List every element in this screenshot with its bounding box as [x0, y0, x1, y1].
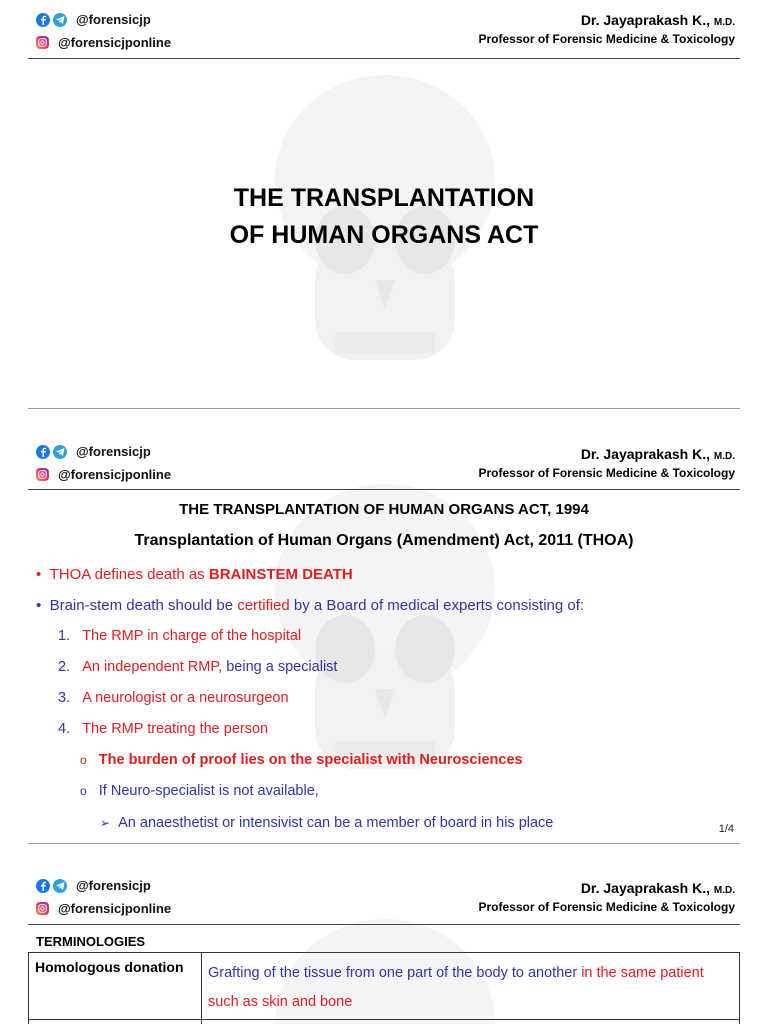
board-member-3: 3. A neurologist or a neurosurgeon	[58, 690, 289, 706]
telegram-icon[interactable]	[53, 879, 67, 893]
table-row	[29, 953, 740, 1020]
slide-3	[0, 844, 768, 1024]
table-row	[29, 1020, 740, 1024]
header-rule	[28, 58, 740, 59]
brainstem-death-text: BRAINSTEM DEATH	[208, 566, 353, 583]
instagram-icon[interactable]	[36, 902, 49, 915]
header-rule	[28, 924, 740, 925]
neuro-unavailable-note: o If Neuro-specialist is not available,	[80, 783, 319, 799]
telegram-icon[interactable]	[53, 13, 67, 27]
slide-1	[0, 0, 768, 408]
social-handles	[36, 442, 171, 484]
author-name: Dr. Jayaprakash K.,	[580, 446, 710, 462]
author-name: Dr. Jayaprakash K.,	[580, 12, 710, 28]
act-heading: THE TRANSPLANTATION OF HUMAN ORGANS ACT, 1994	[179, 501, 589, 518]
title-line-1: THE TRANSPLANTATION	[233, 184, 535, 212]
handle-facebook-telegram[interactable]: @forensicjp	[76, 878, 151, 893]
title-line-2: OF HUMAN ORGANS ACT	[229, 221, 539, 249]
social-handles	[36, 10, 171, 52]
bullet-death-definition: • THOA defines death as BRAINSTEM DEATH	[36, 566, 353, 583]
term-cell: Homologous donation	[29, 953, 202, 1020]
author-block	[479, 446, 736, 480]
page-number: 1/4	[718, 823, 734, 835]
author-title: Professor of Forensic Medicine & Toxicology	[478, 900, 735, 914]
handle-instagram[interactable]: @forensicjponline	[58, 901, 172, 916]
instagram-icon[interactable]	[36, 468, 49, 481]
social-handles	[36, 876, 171, 918]
handle-instagram[interactable]: @forensicjponline	[58, 35, 172, 50]
telegram-icon[interactable]	[53, 445, 67, 459]
facebook-icon[interactable]	[36, 13, 50, 27]
instagram-icon[interactable]	[36, 36, 49, 49]
author-name: Dr. Jayaprakash K.,	[580, 880, 710, 896]
slide-2	[0, 409, 768, 843]
header-rule	[28, 489, 740, 490]
board-member-1: 1. The RMP in charge of the hospital	[58, 628, 302, 644]
burden-of-proof-note: o The burden of proof lies on the specialist with Neurosciences	[80, 752, 523, 768]
amendment-heading: Transplantation of Human Organs (Amendment) Act, 2011 (THOA)	[134, 532, 634, 549]
author-degree: M.D.	[713, 17, 735, 28]
author-title: Professor of Forensic Medicine & Toxicology	[478, 32, 735, 46]
definition-cell: Grafting of the tissue from one part of the body to another in the same patient such as skin and bone	[202, 953, 740, 1020]
facebook-icon[interactable]	[36, 445, 50, 459]
facebook-icon[interactable]	[36, 879, 50, 893]
author-degree: M.D.	[713, 885, 735, 896]
terminology-table	[28, 952, 740, 1024]
anaesthetist-note: ➢ An anaesthetist or intensivist can be a member of board in his place	[100, 815, 554, 831]
bullet-board-certification: • Brain-stem death should be certified by a Board of medical experts consisting of:	[36, 597, 585, 614]
handle-facebook-telegram[interactable]: @forensicjp	[76, 12, 151, 27]
author-block	[479, 12, 736, 46]
board-member-4: 4. The RMP treating the person	[58, 721, 269, 737]
handle-facebook-telegram[interactable]: @forensicjp	[76, 444, 151, 459]
board-member-2: 2. An independent RMP, being a specialist	[58, 659, 338, 675]
author-degree: M.D.	[713, 451, 735, 462]
author-title: Professor of Forensic Medicine & Toxicology	[478, 466, 735, 480]
handle-instagram[interactable]: @forensicjponline	[58, 467, 172, 482]
author-block	[479, 880, 736, 914]
page-title	[0, 180, 768, 254]
terminologies-heading: TERMINOLOGIES	[36, 934, 146, 949]
